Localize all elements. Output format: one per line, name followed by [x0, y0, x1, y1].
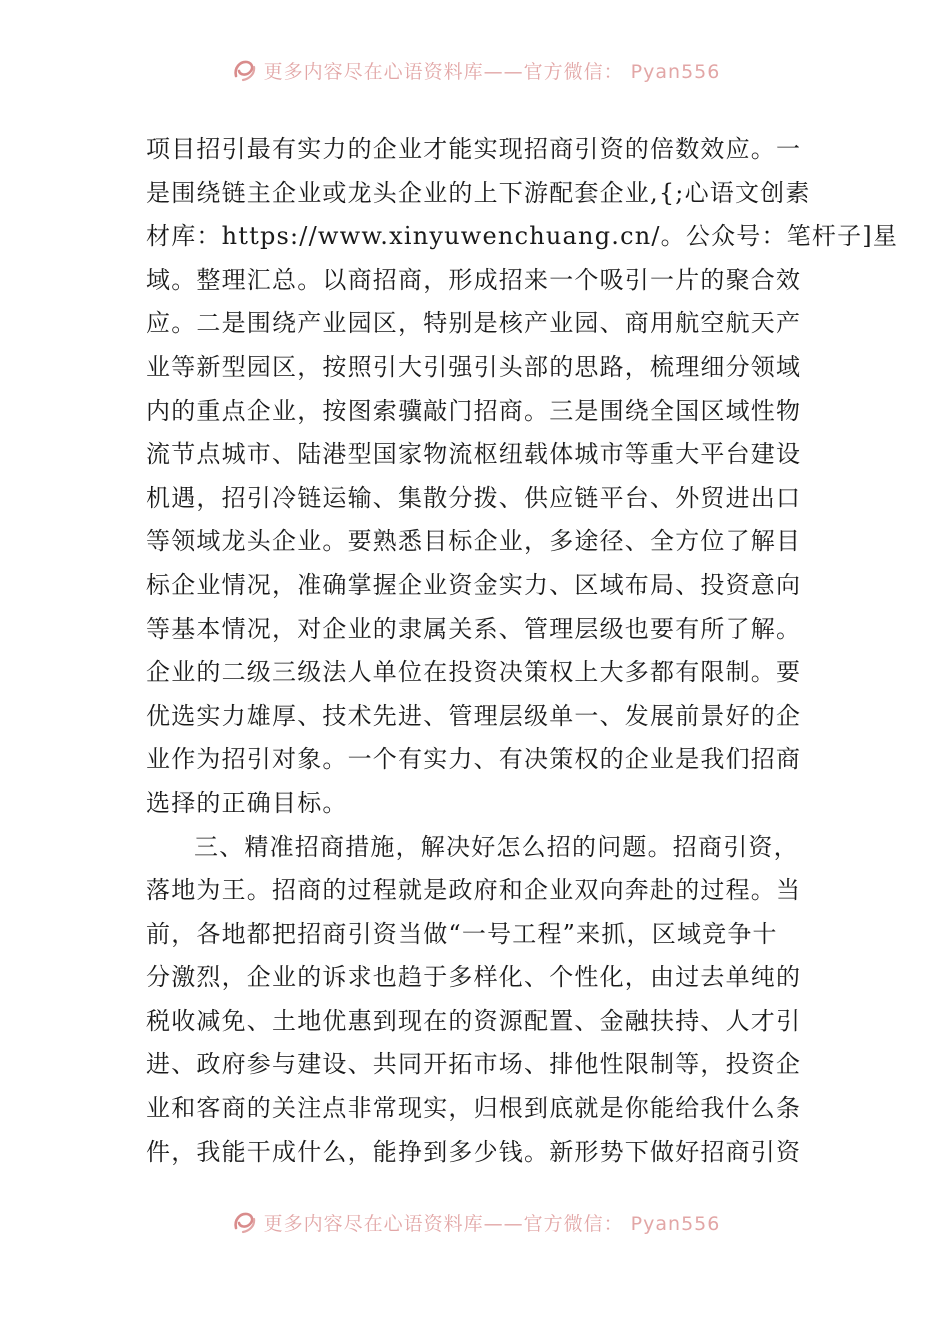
- section-heading-line: 三、精准招商措施，解决好怎么招的问题。招商引资，: [194, 832, 799, 861]
- text-line: 项目招引最有实力的企业才能实现招商引资的倍数效应。一: [146, 135, 802, 163]
- document-body: [146, 128, 899, 1174]
- text-line: 业和客商的关注点非常现实，归根到底就是你能给我什么条: [146, 1094, 802, 1123]
- text-line: 应。二是围绕产业园区，特别是核产业园、商用航空航天产: [146, 309, 802, 338]
- watermark-text: 更多内容尽在心语资料库——官方微信： Pyan556: [263, 60, 721, 83]
- text-line: 业作为招引对象。一个有实力、有决策权的企业是我们招商: [146, 745, 802, 774]
- text-line: 前，各地都把招商引资当做“一号工程”来抓，区域竞争十: [146, 919, 778, 948]
- text-line: 材库：https://www.xinyuwenchuang.cn/。公众号：笔杆子]星: [146, 222, 899, 251]
- text-line: 业等新型园区，按照引大引强引头部的思路，梳理细分领域: [146, 352, 802, 381]
- text-line: 优选实力雄厚、技术先进、管理层级单一、发展前景好的企: [146, 701, 802, 730]
- text-line: 选择的正确目标。: [146, 788, 348, 817]
- watermark-text: 更多内容尽在心语资料库——官方微信： Pyan556: [263, 1212, 721, 1235]
- text-line: 域。整理汇总。以商招商，形成招来一个吸引一片的聚合效: [146, 265, 802, 294]
- text-line: 落地为王。招商的过程就是政府和企业双向奔赴的过程。当: [146, 876, 802, 905]
- text-line: 机遇，招引冷链运输、集散分拨、供应链平台、外贸进出口: [146, 483, 802, 512]
- brand-logo-icon: [230, 56, 258, 84]
- brand-logo-icon: [230, 1208, 258, 1236]
- text-line: 税收减免、土地优惠到现在的资源配置、金融扶持、人才引: [146, 1006, 802, 1035]
- header-watermark: [0, 52, 950, 88]
- text-line: 标企业情况，准确掌握企业资金实力、区域布局、投资意向: [146, 570, 802, 599]
- footer-watermark: [0, 1204, 950, 1240]
- text-line: 等基本情况，对企业的隶属关系、管理层级也要有所了解。: [146, 614, 802, 643]
- text-line: 内的重点企业，按图索骥敲门招商。三是围绕全国区域性物: [146, 396, 802, 425]
- text-line: 流节点城市、陆港型国家物流枢纽载体城市等重大平台建设: [146, 440, 802, 469]
- text-line: 进、政府参与建设、共同开拓市场、排他性限制等，投资企: [146, 1050, 802, 1079]
- text-line: 是围绕链主企业或龙头企业的上下游配套企业,{;心语文创素: [146, 178, 811, 207]
- text-line: 件，我能干成什么，能挣到多少钱。新形势下做好招商引资: [146, 1137, 802, 1166]
- text-line: 企业的二级三级法人单位在投资决策权上大多都有限制。要: [146, 658, 802, 687]
- text-line: 等领域龙头企业。要熟悉目标企业，多途径、全方位了解目: [146, 527, 802, 556]
- text-line: 分激烈，企业的诉求也趋于多样化、个性化，由过去单纯的: [146, 963, 802, 992]
